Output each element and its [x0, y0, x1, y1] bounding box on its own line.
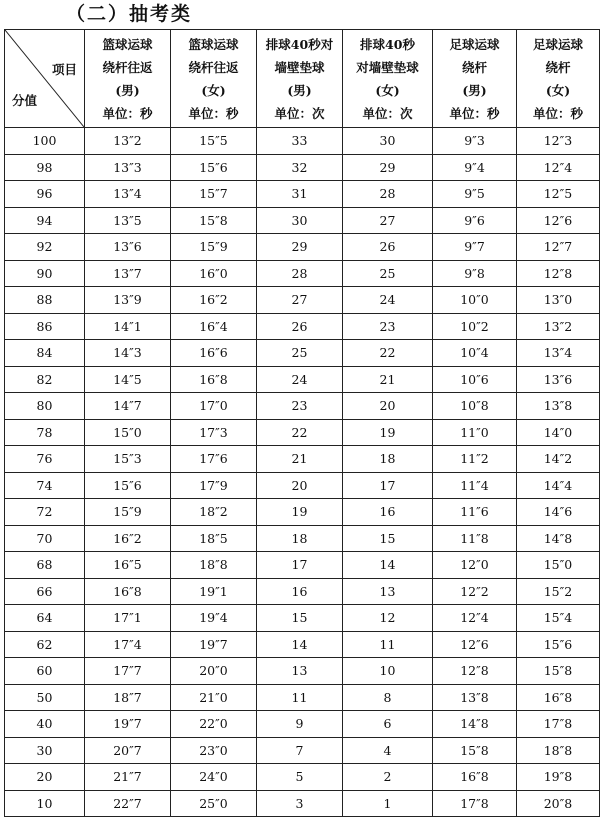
column-header-line: 对墙壁垫球 — [356, 59, 419, 75]
score-cell: 96 — [5, 181, 85, 208]
score-cell: 62 — [5, 631, 85, 658]
standard-cell: 15″6 — [517, 631, 600, 658]
score-cell: 60 — [5, 658, 85, 685]
standard-cell: 19 — [257, 499, 343, 526]
standard-cell: 18″2 — [171, 499, 257, 526]
standard-cell: 28 — [343, 181, 433, 208]
standard-cell: 17″8 — [517, 711, 600, 738]
standard-cell: 17″8 — [433, 790, 517, 817]
standard-cell: 13″2 — [85, 128, 171, 155]
column-header-line: 单位：秒 — [449, 105, 500, 121]
standard-cell: 15″8 — [433, 737, 517, 764]
standard-cell: 9″4 — [433, 154, 517, 181]
table-row — [5, 764, 600, 791]
standard-cell: 18 — [257, 525, 343, 552]
standard-cell: 6 — [343, 711, 433, 738]
standard-cell: 19″7 — [85, 711, 171, 738]
standard-cell: 14″1 — [85, 313, 171, 340]
column-header-line: 排球40秒对 — [265, 36, 334, 52]
standard-cell: 16″8 — [171, 366, 257, 393]
score-cell: 100 — [5, 128, 85, 155]
standard-cell: 12 — [343, 605, 433, 632]
score-cell: 84 — [5, 340, 85, 367]
standard-cell: 13″4 — [85, 181, 171, 208]
standard-cell: 17″7 — [85, 658, 171, 685]
table-row — [5, 578, 600, 605]
score-cell: 80 — [5, 393, 85, 420]
standard-cell: 14″7 — [85, 393, 171, 420]
standard-cell: 12″8 — [433, 658, 517, 685]
standard-cell: 19 — [343, 419, 433, 446]
standard-cell: 11″0 — [433, 419, 517, 446]
column-header-line: 单位：秒 — [102, 105, 153, 121]
column-header-line: 单位：次 — [274, 105, 325, 121]
column-header — [257, 30, 343, 128]
standard-cell: 14″2 — [517, 446, 600, 473]
table-row — [5, 552, 600, 579]
standard-cell: 14″8 — [433, 711, 517, 738]
score-cell: 10 — [5, 790, 85, 817]
score-cell: 64 — [5, 605, 85, 632]
standard-cell: 18″8 — [171, 552, 257, 579]
score-cell: 86 — [5, 313, 85, 340]
column-header-line: 墙壁垫球 — [274, 59, 325, 75]
score-cell: 94 — [5, 207, 85, 234]
standard-cell: 9″3 — [433, 128, 517, 155]
standard-cell: 11″2 — [433, 446, 517, 473]
standard-cell: 29 — [343, 154, 433, 181]
score-cell: 78 — [5, 419, 85, 446]
standard-cell: 13″6 — [85, 234, 171, 261]
standard-cell: 10″4 — [433, 340, 517, 367]
standard-cell: 22″0 — [171, 711, 257, 738]
table-row — [5, 207, 600, 234]
standard-cell: 25 — [257, 340, 343, 367]
table-row — [5, 128, 600, 155]
standard-cell: 2 — [343, 764, 433, 791]
standard-cell: 14″3 — [85, 340, 171, 367]
column-header-line: 单位：秒 — [188, 105, 239, 121]
table-row — [5, 260, 600, 287]
standard-cell: 9″5 — [433, 181, 517, 208]
table-row — [5, 711, 600, 738]
table-row — [5, 605, 600, 632]
standard-cell: 21 — [343, 366, 433, 393]
score-cell: 20 — [5, 764, 85, 791]
standard-cell: 11 — [257, 684, 343, 711]
table-row — [5, 631, 600, 658]
standard-cell: 29 — [257, 234, 343, 261]
standard-cell: 14 — [343, 552, 433, 579]
standard-cell: 10″0 — [433, 287, 517, 314]
standard-cell: 16″0 — [171, 260, 257, 287]
standard-cell: 11 — [343, 631, 433, 658]
standard-cell: 28 — [257, 260, 343, 287]
column-header-line: 足球运球 — [449, 36, 500, 52]
column-header-line: (男) — [287, 82, 312, 98]
standard-cell: 13″0 — [517, 287, 600, 314]
standard-cell: 16″6 — [171, 340, 257, 367]
standard-cell: 18″8 — [517, 737, 600, 764]
score-cell: 88 — [5, 287, 85, 314]
standard-cell: 21″0 — [171, 684, 257, 711]
standard-cell: 33 — [257, 128, 343, 155]
score-cell: 68 — [5, 552, 85, 579]
score-cell: 40 — [5, 711, 85, 738]
section-title: （二）抽考类 — [66, 3, 193, 25]
standard-cell: 23 — [257, 393, 343, 420]
standard-cell: 17″0 — [171, 393, 257, 420]
standard-cell: 23 — [343, 313, 433, 340]
standard-cell: 20″0 — [171, 658, 257, 685]
standard-cell: 5 — [257, 764, 343, 791]
standard-cell: 17″6 — [171, 446, 257, 473]
score-cell: 90 — [5, 260, 85, 287]
table-row — [5, 446, 600, 473]
column-header-line: (女) — [545, 82, 571, 98]
standard-cell: 18″7 — [85, 684, 171, 711]
standard-cell: 13″5 — [85, 207, 171, 234]
standard-cell: 13″7 — [85, 260, 171, 287]
score-cell: 72 — [5, 499, 85, 526]
standard-cell: 17″1 — [85, 605, 171, 632]
standard-cell: 9″6 — [433, 207, 517, 234]
standard-cell: 13″4 — [517, 340, 600, 367]
standard-cell: 15 — [257, 605, 343, 632]
standard-cell: 13 — [343, 578, 433, 605]
standard-cell: 14″8 — [517, 525, 600, 552]
standard-cell: 17″4 — [85, 631, 171, 658]
standard-cell: 17 — [343, 472, 433, 499]
standard-cell: 23″0 — [171, 737, 257, 764]
standard-cell: 20″7 — [85, 737, 171, 764]
standard-cell: 22 — [343, 340, 433, 367]
standard-cell: 17 — [257, 552, 343, 579]
standard-cell: 12″6 — [517, 207, 600, 234]
standard-cell: 12″4 — [433, 605, 517, 632]
table-row — [5, 525, 600, 552]
standard-cell: 15 — [343, 525, 433, 552]
column-header — [433, 30, 517, 128]
standard-cell: 9″8 — [433, 260, 517, 287]
column-header-line: 排球40秒 — [360, 36, 415, 52]
standard-cell: 15″9 — [85, 499, 171, 526]
standard-cell: 10″6 — [433, 366, 517, 393]
standard-cell: 15″3 — [85, 446, 171, 473]
standard-cell: 15″4 — [517, 605, 600, 632]
standard-cell: 14″5 — [85, 366, 171, 393]
column-header-line: 绕杆 — [461, 59, 487, 75]
standard-cell: 20 — [343, 393, 433, 420]
standard-cell: 16″8 — [433, 764, 517, 791]
standard-cell: 17″9 — [171, 472, 257, 499]
table-row — [5, 234, 600, 261]
table-row — [5, 313, 600, 340]
standard-cell: 30 — [257, 207, 343, 234]
standard-cell: 15″0 — [517, 552, 600, 579]
standard-cell: 22″7 — [85, 790, 171, 817]
standard-cell: 15″9 — [171, 234, 257, 261]
table-row — [5, 499, 600, 526]
score-table-body — [5, 128, 600, 817]
standard-cell: 3 — [257, 790, 343, 817]
standard-cell: 12″5 — [517, 181, 600, 208]
standard-cell: 30 — [343, 128, 433, 155]
standard-cell: 12″7 — [517, 234, 600, 261]
standard-cell: 9″7 — [433, 234, 517, 261]
column-header — [517, 30, 600, 128]
standard-cell: 19″7 — [171, 631, 257, 658]
standard-cell: 21 — [257, 446, 343, 473]
standard-cell: 16 — [343, 499, 433, 526]
column-header-line: 绕杆 — [545, 59, 571, 75]
standard-cell: 27 — [343, 207, 433, 234]
column-header-line: (男) — [462, 82, 487, 98]
standard-cell: 25″0 — [171, 790, 257, 817]
standard-cell: 15″7 — [171, 181, 257, 208]
score-cell: 50 — [5, 684, 85, 711]
standard-cell: 26 — [343, 234, 433, 261]
standard-cell: 16″8 — [85, 578, 171, 605]
standard-cell: 20″8 — [517, 790, 600, 817]
standard-cell: 9 — [257, 711, 343, 738]
score-cell: 98 — [5, 154, 85, 181]
table-row — [5, 419, 600, 446]
standard-cell: 11″4 — [433, 472, 517, 499]
table-row — [5, 658, 600, 685]
standard-cell: 14″4 — [517, 472, 600, 499]
standard-cell: 16″2 — [171, 287, 257, 314]
standard-cell: 13″8 — [433, 684, 517, 711]
score-cell: 74 — [5, 472, 85, 499]
standard-cell: 13″2 — [517, 313, 600, 340]
standard-cell: 24 — [257, 366, 343, 393]
standard-cell: 12″0 — [433, 552, 517, 579]
standard-cell: 15″6 — [85, 472, 171, 499]
standard-cell: 16″8 — [517, 684, 600, 711]
column-header-line: 篮球运球 — [188, 36, 239, 52]
standard-cell: 14″6 — [517, 499, 600, 526]
corner-label-score: 分值 — [12, 93, 38, 108]
score-cell: 76 — [5, 446, 85, 473]
standard-cell: 15″5 — [171, 128, 257, 155]
column-header-line: 绕杆往返 — [188, 59, 239, 75]
column-header — [343, 30, 433, 128]
score-cell: 82 — [5, 366, 85, 393]
standard-cell: 7 — [257, 737, 343, 764]
standard-cell: 31 — [257, 181, 343, 208]
standard-cell: 16″5 — [85, 552, 171, 579]
standard-cell: 17″3 — [171, 419, 257, 446]
standard-cell: 19″4 — [171, 605, 257, 632]
column-header — [85, 30, 171, 128]
column-header-line: 足球运球 — [532, 36, 583, 52]
standard-cell: 11″6 — [433, 499, 517, 526]
standard-cell: 15″8 — [171, 207, 257, 234]
standard-cell: 15″8 — [517, 658, 600, 685]
corner-label-project: 项目 — [51, 62, 77, 77]
score-table — [4, 29, 600, 817]
standard-cell: 4 — [343, 737, 433, 764]
table-row — [5, 790, 600, 817]
column-header-line: (女) — [201, 82, 226, 98]
table-row — [5, 366, 600, 393]
standard-cell: 26 — [257, 313, 343, 340]
column-header-line: (女) — [375, 82, 400, 98]
table-row — [5, 340, 600, 367]
standard-cell: 24″0 — [171, 764, 257, 791]
standard-cell: 15″6 — [171, 154, 257, 181]
score-cell: 30 — [5, 737, 85, 764]
standard-cell: 10″2 — [433, 313, 517, 340]
standard-cell: 13″6 — [517, 366, 600, 393]
standard-cell: 27 — [257, 287, 343, 314]
standard-cell: 18″5 — [171, 525, 257, 552]
standard-cell: 14″0 — [517, 419, 600, 446]
score-cell: 66 — [5, 578, 85, 605]
standard-cell: 12″8 — [517, 260, 600, 287]
score-cell: 70 — [5, 525, 85, 552]
standard-cell: 14 — [257, 631, 343, 658]
standard-cell: 13″9 — [85, 287, 171, 314]
table-row — [5, 181, 600, 208]
standard-cell: 10 — [343, 658, 433, 685]
standard-cell: 8 — [343, 684, 433, 711]
standard-cell: 12″6 — [433, 631, 517, 658]
corner-header-cell — [5, 30, 85, 128]
standard-cell: 15″2 — [517, 578, 600, 605]
standard-cell: 13″3 — [85, 154, 171, 181]
column-header-line: 单位：秒 — [532, 105, 583, 121]
table-row — [5, 154, 600, 181]
standard-cell: 12″2 — [433, 578, 517, 605]
column-header-line: 绕杆往返 — [102, 59, 153, 75]
standard-cell: 24 — [343, 287, 433, 314]
standard-cell: 21″7 — [85, 764, 171, 791]
table-row — [5, 684, 600, 711]
score-cell: 92 — [5, 234, 85, 261]
table-row — [5, 287, 600, 314]
standard-cell: 13 — [257, 658, 343, 685]
standard-cell: 13″8 — [517, 393, 600, 420]
standard-cell: 22 — [257, 419, 343, 446]
standard-cell: 32 — [257, 154, 343, 181]
standard-cell: 16 — [257, 578, 343, 605]
column-header — [171, 30, 257, 128]
standard-cell: 16″2 — [85, 525, 171, 552]
standard-cell: 12″4 — [517, 154, 600, 181]
standard-cell: 19″8 — [517, 764, 600, 791]
table-row — [5, 472, 600, 499]
standard-cell: 10″8 — [433, 393, 517, 420]
column-header-line: 篮球运球 — [102, 36, 153, 52]
standard-cell: 20 — [257, 472, 343, 499]
standard-cell: 16″4 — [171, 313, 257, 340]
table-row — [5, 393, 600, 420]
header-row — [5, 30, 600, 128]
standard-cell: 19″1 — [171, 578, 257, 605]
standard-cell: 12″3 — [517, 128, 600, 155]
column-header-line: 单位：次 — [362, 105, 413, 121]
standard-cell: 25 — [343, 260, 433, 287]
standard-cell: 18 — [343, 446, 433, 473]
column-header-line: (男) — [115, 82, 140, 98]
standard-cell: 1 — [343, 790, 433, 817]
standard-cell: 15″0 — [85, 419, 171, 446]
table-row — [5, 737, 600, 764]
standard-cell: 11″8 — [433, 525, 517, 552]
